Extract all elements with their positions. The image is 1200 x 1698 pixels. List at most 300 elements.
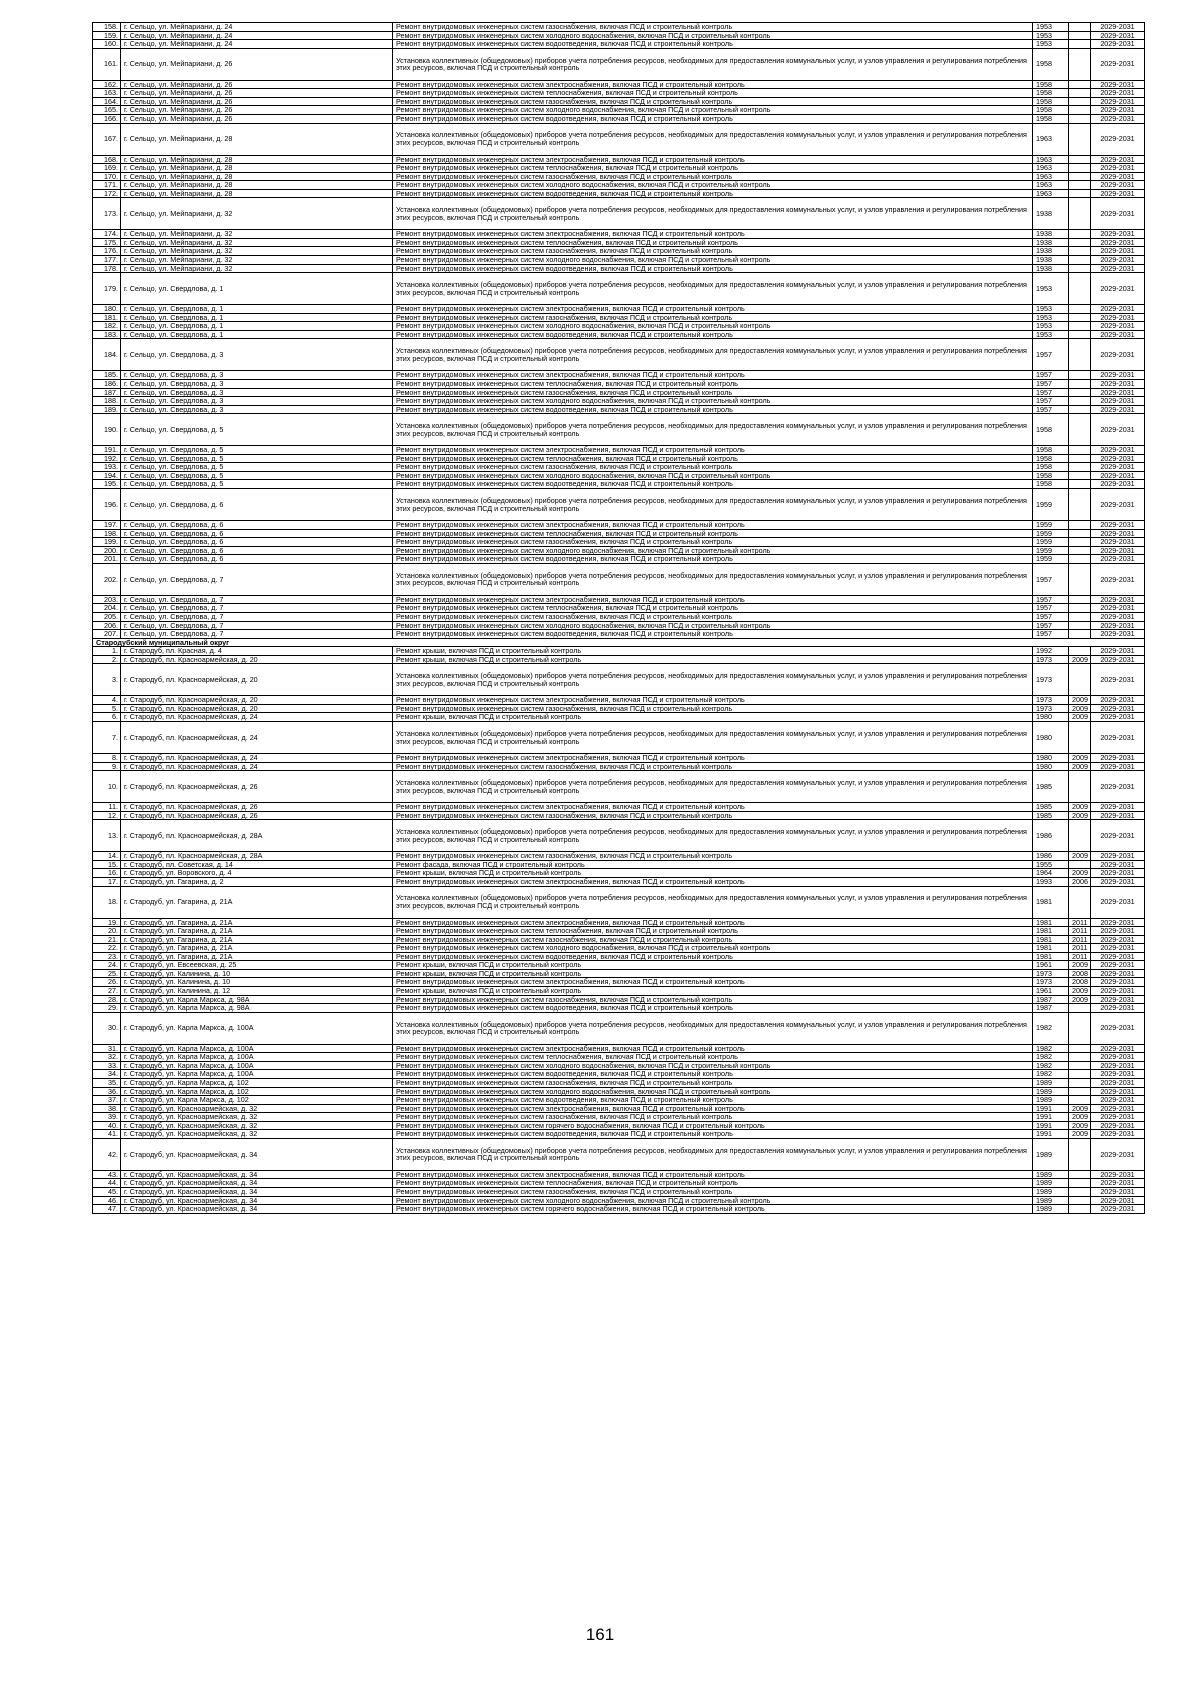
table-row <box>93 935 1145 944</box>
table-row <box>93 97 1145 106</box>
table-row <box>93 414 1145 446</box>
planned-period-cell: 2029-2031 <box>1091 1096 1145 1105</box>
address-cell: г. Сельцо, ул. Мейпариани, д. 26 <box>121 80 393 89</box>
last-repair-year-cell: 2009 <box>1069 811 1091 820</box>
commission-year-cell: 1959 <box>1033 555 1069 564</box>
work-type-cell: Установка коллективных (общедомовых) приборов учета потребления ресурсов, необходимых для предоставления коммунальных услуг, и узлов управления и регулирования потребления этих ресурсов, включая ПСД и строительный контроль <box>393 198 1033 230</box>
address-cell: г. Сельцо, ул. Свердлова, д. 7 <box>121 595 393 604</box>
commission-year-cell: 1957 <box>1033 339 1069 371</box>
row-number-cell: 34. <box>93 1070 121 1079</box>
commission-year-cell: 1973 <box>1033 664 1069 696</box>
planned-period-cell: 2029-2031 <box>1091 114 1145 123</box>
planned-period-cell: 2029-2031 <box>1091 463 1145 472</box>
address-cell: г. Сельцо, ул. Свердлова, д. 5 <box>121 446 393 455</box>
planned-period-cell: 2029-2031 <box>1091 664 1145 696</box>
last-repair-year-cell <box>1069 454 1091 463</box>
last-repair-year-cell <box>1069 181 1091 190</box>
last-repair-year-cell <box>1069 114 1091 123</box>
table-row <box>93 655 1145 664</box>
planned-period-cell: 2029-2031 <box>1091 405 1145 414</box>
commission-year-cell: 1973 <box>1033 969 1069 978</box>
row-number-cell: 177. <box>93 256 121 265</box>
work-type-cell: Ремонт внутридомовых инженерных систем холодного водоснабжения, включая ПСД и строительный контроль <box>393 31 1033 40</box>
table-row <box>93 952 1145 961</box>
table-row <box>93 256 1145 265</box>
row-number-cell: 30. <box>93 1012 121 1044</box>
commission-year-cell: 1980 <box>1033 713 1069 722</box>
planned-period-cell: 2029-2031 <box>1091 247 1145 256</box>
table-row <box>93 969 1145 978</box>
table-row <box>93 40 1145 49</box>
address-cell: г. Стародуб, ул. Гагарина, д. 21А <box>121 952 393 961</box>
commission-year-cell: 1959 <box>1033 529 1069 538</box>
table-row <box>93 1121 1145 1130</box>
table-row <box>93 247 1145 256</box>
address-cell: г. Сельцо, ул. Мейпариани, д. 32 <box>121 264 393 273</box>
address-cell: г. Стародуб, ул. Карла Маркса, д. 102 <box>121 1078 393 1087</box>
planned-period-cell: 2029-2031 <box>1091 480 1145 489</box>
table-row <box>93 918 1145 927</box>
row-number-cell: 171. <box>93 181 121 190</box>
planned-period-cell: 2029-2031 <box>1091 529 1145 538</box>
table-row <box>93 155 1145 164</box>
table-row <box>93 555 1145 564</box>
table-row <box>93 1179 1145 1188</box>
last-repair-year-cell <box>1069 273 1091 305</box>
planned-period-cell: 2029-2031 <box>1091 1121 1145 1130</box>
row-number-cell: 7. <box>93 722 121 754</box>
work-type-cell: Ремонт внутридомовых инженерных систем теплоснабжения, включая ПСД и строительный контроль <box>393 89 1033 98</box>
work-type-cell: Ремонт внутридомовых инженерных систем электроснабжения, включая ПСД и строительный контроль <box>393 595 1033 604</box>
work-type-cell: Установка коллективных (общедомовых) приборов учета потребления ресурсов, необходимых для предоставления коммунальных услуг, и узлов управления и регулирования потребления этих ресурсов, включая ПСД и строительный контроль <box>393 48 1033 80</box>
commission-year-cell: 1963 <box>1033 155 1069 164</box>
commission-year-cell: 1958 <box>1033 89 1069 98</box>
commission-year-cell: 1958 <box>1033 463 1069 472</box>
address-cell: г. Сельцо, ул. Мейпариани, д. 32 <box>121 238 393 247</box>
last-repair-year-cell: 2011 <box>1069 952 1091 961</box>
planned-period-cell: 2029-2031 <box>1091 1012 1145 1044</box>
address-cell: г. Сельцо, ул. Свердлова, д. 3 <box>121 339 393 371</box>
row-number-cell: 9. <box>93 762 121 771</box>
last-repair-year-cell <box>1069 405 1091 414</box>
work-type-cell: Ремонт внутридомовых инженерных систем электроснабжения, включая ПСД и строительный контроль <box>393 754 1033 763</box>
planned-period-cell: 2029-2031 <box>1091 1113 1145 1122</box>
commission-year-cell: 1958 <box>1033 48 1069 80</box>
table-row <box>93 927 1145 936</box>
row-number-cell: 46. <box>93 1196 121 1205</box>
address-cell: г. Стародуб, ул. Карла Маркса, д. 100А <box>121 1053 393 1062</box>
planned-period-cell: 2029-2031 <box>1091 860 1145 869</box>
commission-year-cell: 1982 <box>1033 1044 1069 1053</box>
planned-period-cell: 2029-2031 <box>1091 322 1145 331</box>
row-number-cell: 40. <box>93 1121 121 1130</box>
last-repair-year-cell: 2006 <box>1069 877 1091 886</box>
commission-year-cell: 1973 <box>1033 696 1069 705</box>
planned-period-cell: 2029-2031 <box>1091 198 1145 230</box>
planned-period-cell: 2029-2031 <box>1091 877 1145 886</box>
address-cell: г. Стародуб, ул. Карла Маркса, д. 100А <box>121 1070 393 1079</box>
last-repair-year-cell: 2008 <box>1069 978 1091 987</box>
commission-year-cell: 1989 <box>1033 1179 1069 1188</box>
table-row <box>93 405 1145 414</box>
commission-year-cell: 1981 <box>1033 918 1069 927</box>
last-repair-year-cell <box>1069 1138 1091 1170</box>
table-row <box>93 463 1145 472</box>
commission-year-cell: 1955 <box>1033 860 1069 869</box>
page-number: 161 <box>585 1625 615 1644</box>
work-type-cell: Ремонт внутридомовых инженерных систем водоотведения, включая ПСД и строительный контроль <box>393 480 1033 489</box>
work-type-cell: Ремонт внутридомовых инженерных систем электроснабжения, включая ПСД и строительный контроль <box>393 1044 1033 1053</box>
address-cell: г. Стародуб, ул. Гагарина, д. 21А <box>121 886 393 918</box>
work-type-cell: Ремонт внутридомовых инженерных систем электроснабжения, включая ПСД и строительный контроль <box>393 1170 1033 1179</box>
table-row <box>93 305 1145 314</box>
planned-period-cell: 2029-2031 <box>1091 803 1145 812</box>
table-row <box>93 181 1145 190</box>
work-type-cell: Ремонт внутридомовых инженерных систем газоснабжения, включая ПСД и строительный контроль <box>393 995 1033 1004</box>
address-cell: г. Стародуб, ул. Красноармейская, д. 34 <box>121 1196 393 1205</box>
commission-year-cell: 1981 <box>1033 952 1069 961</box>
work-type-cell: Ремонт внутридомовых инженерных систем газоснабжения, включая ПСД и строительный контроль <box>393 852 1033 861</box>
address-cell: г. Стародуб, пл. Красноармейская, д. 26 <box>121 803 393 812</box>
table-row <box>93 621 1145 630</box>
table-row <box>93 489 1145 521</box>
row-number-cell: 199. <box>93 538 121 547</box>
planned-period-cell: 2029-2031 <box>1091 388 1145 397</box>
table-row <box>93 852 1145 861</box>
commission-year-cell: 1938 <box>1033 238 1069 247</box>
commission-year-cell: 1982 <box>1033 1012 1069 1044</box>
planned-period-cell: 2029-2031 <box>1091 935 1145 944</box>
address-cell: г. Сельцо, ул. Мейпариани, д. 28 <box>121 164 393 173</box>
work-type-cell: Ремонт внутридомовых инженерных систем холодного водоснабжения, включая ПСД и строительный контроль <box>393 1196 1033 1205</box>
address-cell: г. Сельцо, ул. Свердлова, д. 3 <box>121 388 393 397</box>
last-repair-year-cell <box>1069 371 1091 380</box>
row-number-cell: 175. <box>93 238 121 247</box>
last-repair-year-cell: 2009 <box>1069 1121 1091 1130</box>
row-number-cell: 5. <box>93 704 121 713</box>
address-cell: г. Сельцо, ул. Свердлова, д. 6 <box>121 555 393 564</box>
planned-period-cell: 2029-2031 <box>1091 80 1145 89</box>
commission-year-cell: 1991 <box>1033 1130 1069 1139</box>
commission-year-cell: 1981 <box>1033 886 1069 918</box>
last-repair-year-cell <box>1069 264 1091 273</box>
commission-year-cell: 1957 <box>1033 604 1069 613</box>
last-repair-year-cell <box>1069 379 1091 388</box>
last-repair-year-cell <box>1069 886 1091 918</box>
address-cell: г. Сельцо, ул. Свердлова, д. 3 <box>121 405 393 414</box>
planned-period-cell: 2029-2031 <box>1091 978 1145 987</box>
planned-period-cell: 2029-2031 <box>1091 446 1145 455</box>
planned-period-cell: 2029-2031 <box>1091 612 1145 621</box>
table-row <box>93 869 1145 878</box>
last-repair-year-cell: 2011 <box>1069 944 1091 953</box>
last-repair-year-cell: 2009 <box>1069 987 1091 996</box>
work-type-cell: Ремонт внутридомовых инженерных систем газоснабжения, включая ПСД и строительный контроль <box>393 23 1033 32</box>
last-repair-year-cell <box>1069 155 1091 164</box>
last-repair-year-cell <box>1069 198 1091 230</box>
table-row <box>93 647 1145 656</box>
last-repair-year-cell <box>1069 230 1091 239</box>
row-number-cell: 13. <box>93 820 121 852</box>
commission-year-cell: 1986 <box>1033 852 1069 861</box>
table-row <box>93 471 1145 480</box>
work-type-cell: Ремонт внутридомовых инженерных систем электроснабжения, включая ПСД и строительный контроль <box>393 696 1033 705</box>
row-number-cell: 206. <box>93 621 121 630</box>
last-repair-year-cell <box>1069 621 1091 630</box>
planned-period-cell: 2029-2031 <box>1091 48 1145 80</box>
table-row <box>93 273 1145 305</box>
work-type-cell: Установка коллективных (общедомовых) приборов учета потребления ресурсов, необходимых для предоставления коммунальных услуг, и узлов управления и регулирования потребления этих ресурсов, включая ПСД и строительный контроль <box>393 273 1033 305</box>
row-number-cell: 164. <box>93 97 121 106</box>
work-type-cell: Ремонт внутридомовых инженерных систем электроснабжения, включая ПСД и строительный контроль <box>393 80 1033 89</box>
table-row <box>93 123 1145 155</box>
address-cell: г. Стародуб, ул. Гагарина, д. 21А <box>121 944 393 953</box>
planned-period-cell: 2029-2031 <box>1091 256 1145 265</box>
address-cell: г. Сельцо, ул. Свердлова, д. 5 <box>121 414 393 446</box>
address-cell: г. Сельцо, ул. Свердлова, д. 7 <box>121 621 393 630</box>
row-number-cell: 159. <box>93 31 121 40</box>
work-type-cell: Ремонт внутридомовых инженерных систем электроснабжения, включая ПСД и строительный контроль <box>393 521 1033 530</box>
commission-year-cell: 1992 <box>1033 647 1069 656</box>
work-type-cell: Установка коллективных (общедомовых) приборов учета потребления ресурсов, необходимых для предоставления коммунальных услуг, и узлов управления и регулирования потребления этих ресурсов, включая ПСД и строительный контроль <box>393 489 1033 521</box>
address-cell: г. Стародуб, ул. Красноармейская, д. 32 <box>121 1104 393 1113</box>
planned-period-cell: 2029-2031 <box>1091 621 1145 630</box>
work-type-cell: Ремонт внутридомовых инженерных систем теплоснабжения, включая ПСД и строительный контроль <box>393 529 1033 538</box>
work-type-cell: Ремонт внутридомовых инженерных систем водоотведения, включая ПСД и строительный контроль <box>393 630 1033 639</box>
address-cell: г. Стародуб, ул. Карла Маркса, д. 98А <box>121 1004 393 1013</box>
address-cell: г. Стародуб, пл. Красная, д. 4 <box>121 647 393 656</box>
row-number-cell: 10. <box>93 771 121 803</box>
planned-period-cell: 2029-2031 <box>1091 1104 1145 1113</box>
work-type-cell: Установка коллективных (общедомовых) приборов учета потребления ресурсов, необходимых для предоставления коммунальных услуг, и узлов управления и регулирования потребления этих ресурсов, включая ПСД и строительный контроль <box>393 886 1033 918</box>
address-cell: г. Сельцо, ул. Свердлова, д. 6 <box>121 489 393 521</box>
row-number-cell: 161. <box>93 48 121 80</box>
planned-period-cell: 2029-2031 <box>1091 886 1145 918</box>
work-type-cell: Установка коллективных (общедомовых) приборов учета потребления ресурсов, необходимых для предоставления коммунальных услуг, и узлов управления и регулирования потребления этих ресурсов, включая ПСД и строительный контроль <box>393 1138 1033 1170</box>
last-repair-year-cell <box>1069 89 1091 98</box>
table-row <box>93 238 1145 247</box>
work-type-cell: Ремонт внутридомовых инженерных систем теплоснабжения, включая ПСД и строительный контроль <box>393 1179 1033 1188</box>
table-row <box>93 1196 1145 1205</box>
work-type-cell: Ремонт внутридомовых инженерных систем водоотведения, включая ПСД и строительный контроль <box>393 555 1033 564</box>
row-number-cell: 197. <box>93 521 121 530</box>
planned-period-cell: 2029-2031 <box>1091 811 1145 820</box>
planned-period-cell: 2029-2031 <box>1091 820 1145 852</box>
table-row <box>93 48 1145 80</box>
planned-period-cell: 2029-2031 <box>1091 595 1145 604</box>
last-repair-year-cell <box>1069 164 1091 173</box>
planned-period-cell: 2029-2031 <box>1091 961 1145 970</box>
table-row <box>93 722 1145 754</box>
commission-year-cell: 1961 <box>1033 987 1069 996</box>
commission-year-cell: 1963 <box>1033 189 1069 198</box>
commission-year-cell: 1980 <box>1033 754 1069 763</box>
planned-period-cell: 2029-2031 <box>1091 987 1145 996</box>
row-number-cell: 29. <box>93 1004 121 1013</box>
row-number-cell: 169. <box>93 164 121 173</box>
table-row <box>93 877 1145 886</box>
row-number-cell: 190. <box>93 414 121 446</box>
commission-year-cell: 1987 <box>1033 995 1069 1004</box>
work-type-cell: Ремонт внутридомовых инженерных систем электроснабжения, включая ПСД и строительный контроль <box>393 978 1033 987</box>
last-repair-year-cell <box>1069 647 1091 656</box>
last-repair-year-cell: 2009 <box>1069 852 1091 861</box>
last-repair-year-cell <box>1069 1070 1091 1079</box>
last-repair-year-cell: 2009 <box>1069 995 1091 1004</box>
row-number-cell: 45. <box>93 1188 121 1197</box>
row-number-cell: 6. <box>93 713 121 722</box>
address-cell: г. Стародуб, ул. Карла Маркса, д. 100А <box>121 1012 393 1044</box>
table-row <box>93 189 1145 198</box>
commission-year-cell: 1989 <box>1033 1096 1069 1105</box>
work-type-cell: Ремонт внутридомовых инженерных систем водоотведения, включая ПСД и строительный контроль <box>393 264 1033 273</box>
commission-year-cell: 1980 <box>1033 722 1069 754</box>
row-number-cell: 15. <box>93 860 121 869</box>
row-number-cell: 195. <box>93 480 121 489</box>
planned-period-cell: 2029-2031 <box>1091 647 1145 656</box>
last-repair-year-cell <box>1069 31 1091 40</box>
row-number-cell: 38. <box>93 1104 121 1113</box>
row-number-cell: 17. <box>93 877 121 886</box>
address-cell: г. Сельцо, ул. Мейпариани, д. 32 <box>121 198 393 230</box>
last-repair-year-cell <box>1069 480 1091 489</box>
row-number-cell: 47. <box>93 1205 121 1214</box>
table-row <box>93 480 1145 489</box>
commission-year-cell: 1957 <box>1033 405 1069 414</box>
planned-period-cell: 2029-2031 <box>1091 414 1145 446</box>
commission-year-cell: 1989 <box>1033 1188 1069 1197</box>
commission-year-cell: 1981 <box>1033 935 1069 944</box>
table-row <box>93 106 1145 115</box>
last-repair-year-cell <box>1069 330 1091 339</box>
work-type-cell: Установка коллективных (общедомовых) приборов учета потребления ресурсов, необходимых для предоставления коммунальных услуг, и узлов управления и регулирования потребления этих ресурсов, включая ПСД и строительный контроль <box>393 339 1033 371</box>
address-cell: г. Стародуб, ул. Воровского, д. 4 <box>121 869 393 878</box>
work-type-cell: Ремонт внутридомовых инженерных систем теплоснабжения, включая ПСД и строительный контроль <box>393 454 1033 463</box>
row-number-cell: 20. <box>93 927 121 936</box>
work-type-cell: Ремонт крыши, включая ПСД и строительный контроль <box>393 713 1033 722</box>
table-row <box>93 1104 1145 1113</box>
planned-period-cell: 2029-2031 <box>1091 106 1145 115</box>
row-number-cell: 35. <box>93 1078 121 1087</box>
planned-period-cell: 2029-2031 <box>1091 330 1145 339</box>
work-type-cell: Ремонт внутридомовых инженерных систем электроснабжения, включая ПСД и строительный контроль <box>393 918 1033 927</box>
work-type-cell: Ремонт внутридомовых инженерных систем теплоснабжения, включая ПСД и строительный контроль <box>393 1053 1033 1062</box>
planned-period-cell: 2029-2031 <box>1091 1078 1145 1087</box>
address-cell: г. Сельцо, ул. Свердлова, д. 6 <box>121 521 393 530</box>
address-cell: г. Сельцо, ул. Свердлова, д. 7 <box>121 563 393 595</box>
row-number-cell: 163. <box>93 89 121 98</box>
address-cell: г. Стародуб, пл. Красноармейская, д. 20 <box>121 696 393 705</box>
planned-period-cell: 2029-2031 <box>1091 1087 1145 1096</box>
address-cell: г. Сельцо, ул. Свердлова, д. 1 <box>121 313 393 322</box>
table-row <box>93 529 1145 538</box>
planned-period-cell: 2029-2031 <box>1091 538 1145 547</box>
address-cell: г. Стародуб, ул. Карла Маркса, д. 100А <box>121 1044 393 1053</box>
last-repair-year-cell <box>1069 1053 1091 1062</box>
work-type-cell: Ремонт крыши, включая ПСД и строительный контроль <box>393 987 1033 996</box>
planned-period-cell: 2029-2031 <box>1091 1138 1145 1170</box>
row-number-cell: 170. <box>93 172 121 181</box>
table-row <box>93 803 1145 812</box>
work-type-cell: Ремонт внутридомовых инженерных систем газоснабжения, включая ПСД и строительный контроль <box>393 463 1033 472</box>
row-number-cell: 178. <box>93 264 121 273</box>
address-cell: г. Стародуб, ул. Калинина, д. 12 <box>121 987 393 996</box>
commission-year-cell: 1938 <box>1033 247 1069 256</box>
table-row <box>93 164 1145 173</box>
row-number-cell: 192. <box>93 454 121 463</box>
last-repair-year-cell <box>1069 612 1091 621</box>
address-cell: г. Стародуб, пл. Красноармейская, д. 26 <box>121 811 393 820</box>
planned-period-cell: 2029-2031 <box>1091 762 1145 771</box>
last-repair-year-cell: 2011 <box>1069 935 1091 944</box>
planned-period-cell: 2029-2031 <box>1091 655 1145 664</box>
address-cell: г. Сельцо, ул. Мейпариани, д. 28 <box>121 189 393 198</box>
address-cell: г. Сельцо, ул. Мейпариани, д. 26 <box>121 97 393 106</box>
table-row <box>93 538 1145 547</box>
commission-year-cell: 1959 <box>1033 521 1069 530</box>
address-cell: г. Стародуб, ул. Евсеевская, д. 25 <box>121 961 393 970</box>
row-number-cell: 187. <box>93 388 121 397</box>
planned-period-cell: 2029-2031 <box>1091 713 1145 722</box>
planned-period-cell: 2029-2031 <box>1091 969 1145 978</box>
commission-year-cell: 1963 <box>1033 123 1069 155</box>
commission-year-cell: 1957 <box>1033 630 1069 639</box>
work-type-cell: Ремонт внутридомовых инженерных систем холодного водоснабжения, включая ПСД и строительный контроль <box>393 322 1033 331</box>
address-cell: г. Сельцо, ул. Свердлова, д. 7 <box>121 604 393 613</box>
commission-year-cell: 1957 <box>1033 388 1069 397</box>
address-cell: г. Сельцо, ул. Свердлова, д. 7 <box>121 612 393 621</box>
last-repair-year-cell <box>1069 189 1091 198</box>
commission-year-cell: 1973 <box>1033 704 1069 713</box>
work-type-cell: Ремонт внутридомовых инженерных систем холодного водоснабжения, включая ПСД и строительный контроль <box>393 471 1033 480</box>
row-number-cell: 24. <box>93 961 121 970</box>
address-cell: г. Стародуб, пл. Красноармейская, д. 24 <box>121 713 393 722</box>
commission-year-cell: 1959 <box>1033 546 1069 555</box>
row-number-cell: 168. <box>93 155 121 164</box>
row-number-cell: 179. <box>93 273 121 305</box>
planned-period-cell: 2029-2031 <box>1091 397 1145 406</box>
table-row <box>93 1138 1145 1170</box>
table-row <box>93 995 1145 1004</box>
address-cell: г. Стародуб, ул. Красноармейская, д. 34 <box>121 1188 393 1197</box>
table-row <box>93 696 1145 705</box>
address-cell: г. Стародуб, ул. Калинина, д. 10 <box>121 978 393 987</box>
work-type-cell: Ремонт крыши, включая ПСД и строительный контроль <box>393 969 1033 978</box>
work-type-cell: Ремонт внутридомовых инженерных систем газоснабжения, включая ПСД и строительный контроль <box>393 313 1033 322</box>
work-type-cell: Ремонт внутридомовых инженерных систем теплоснабжения, включая ПСД и строительный контроль <box>393 379 1033 388</box>
address-cell: г. Стародуб, ул. Гагарина, д. 21А <box>121 927 393 936</box>
row-number-cell: 202. <box>93 563 121 595</box>
table-row <box>93 860 1145 869</box>
table-row <box>93 563 1145 595</box>
table-row <box>93 1170 1145 1179</box>
last-repair-year-cell <box>1069 538 1091 547</box>
planned-period-cell: 2029-2031 <box>1091 521 1145 530</box>
work-type-cell: Установка коллективных (общедомовых) приборов учета потребления ресурсов, необходимых для предоставления коммунальных услуг, и узлов управления и регулирования потребления этих ресурсов, включая ПСД и строительный контроль <box>393 414 1033 446</box>
commission-year-cell: 1958 <box>1033 80 1069 89</box>
planned-period-cell: 2029-2031 <box>1091 1070 1145 1079</box>
address-cell: г. Сельцо, ул. Мейпариани, д. 28 <box>121 181 393 190</box>
table-row <box>93 664 1145 696</box>
section-title: Стародубский муниципальный округ <box>93 638 1145 647</box>
planned-period-cell: 2029-2031 <box>1091 771 1145 803</box>
planned-period-cell: 2029-2031 <box>1091 189 1145 198</box>
commission-year-cell: 1985 <box>1033 803 1069 812</box>
commission-year-cell: 1993 <box>1033 877 1069 886</box>
last-repair-year-cell <box>1069 1004 1091 1013</box>
commission-year-cell: 1953 <box>1033 31 1069 40</box>
row-number-cell: 2. <box>93 655 121 664</box>
